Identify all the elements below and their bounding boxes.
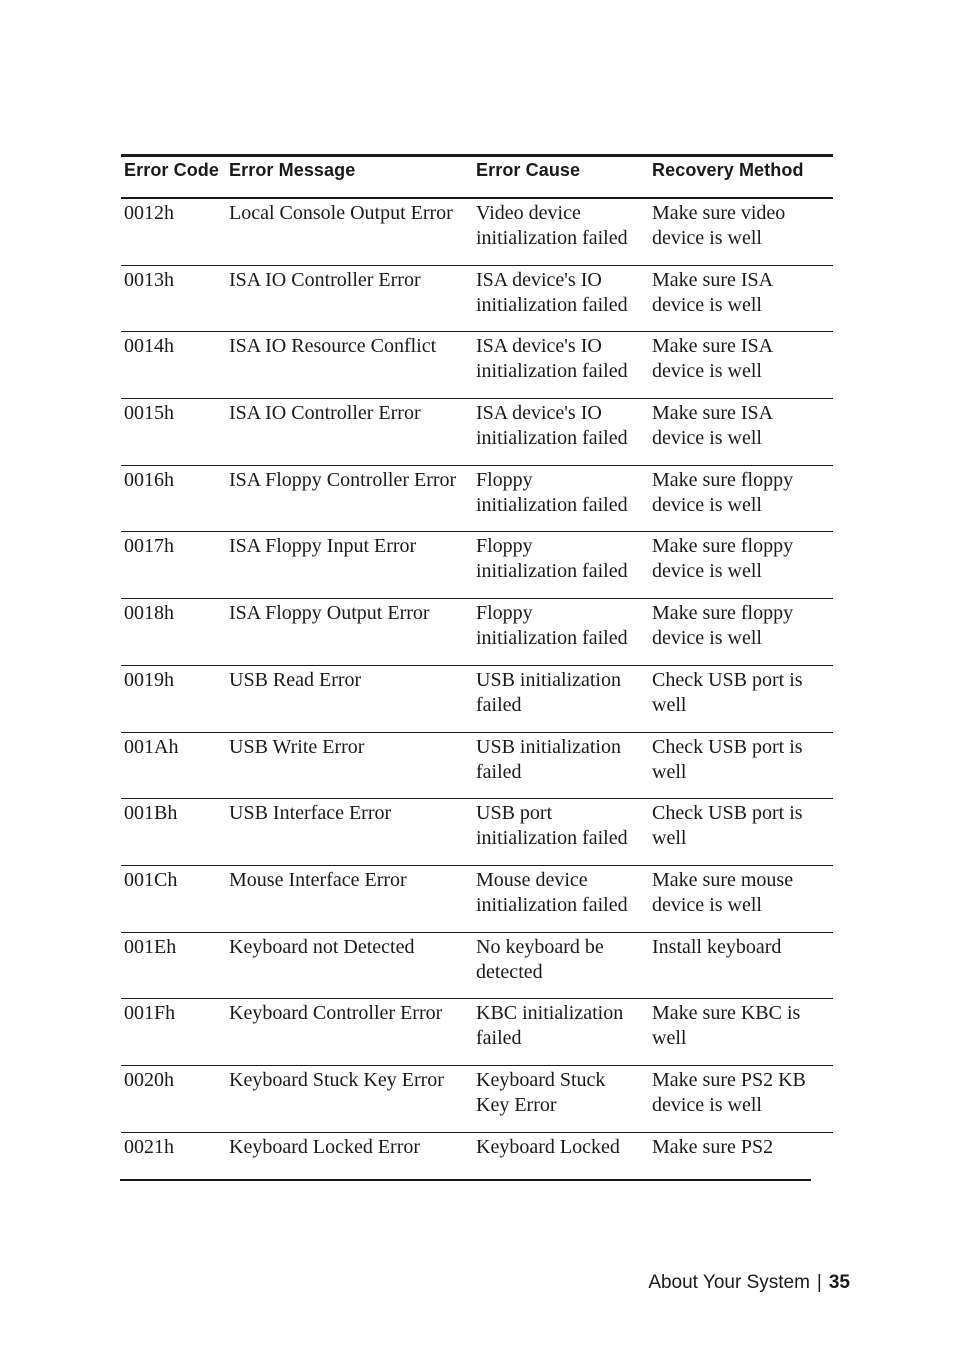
page-footer (648, 1272, 850, 1294)
cell-recovery-method: Make sure PS2 (652, 1135, 774, 1158)
cell-error-code: 001Ch (124, 868, 178, 891)
cell-recovery-method: Make sure ISA device is well (652, 268, 774, 316)
footer-separator: | (816, 1272, 822, 1293)
cell-error-cause: Keyboard Stuck Key Error (476, 1068, 606, 1116)
cell-error-code: 0014h (124, 335, 174, 358)
cell-error-cause: USB initialization failed (476, 735, 621, 783)
cell-recovery-method: Make sure video device is well (652, 202, 786, 249)
cell-error-message: ISA IO Controller Error (229, 402, 421, 425)
footer-section-title: About Your System (648, 1272, 810, 1293)
cell-error-cause: Mouse device initialization failed (476, 868, 628, 916)
cell-error-message: USB Read Error (229, 668, 362, 691)
table-row (121, 933, 833, 1000)
table-row (121, 266, 833, 333)
cell-error-message: Keyboard Stuck Key Error (229, 1068, 444, 1091)
table-row (121, 733, 833, 800)
cell-error-message: Keyboard Locked Error (229, 1135, 421, 1158)
cell-recovery-method: Make sure PS2 KB device is well (652, 1068, 806, 1116)
header-recovery-method: Recovery Method (652, 160, 804, 180)
cell-error-message: ISA IO Controller Error (229, 268, 421, 291)
cell-error-message: USB Write Error (229, 735, 365, 758)
cell-error-cause: USB port initialization failed (476, 802, 628, 850)
cell-error-cause: ISA device's IO initialization failed (476, 268, 628, 316)
cell-error-code: 001Eh (124, 935, 177, 958)
cell-error-code: 001Fh (124, 1002, 176, 1025)
header-error-message: Error Message (229, 160, 356, 180)
cell-error-cause: USB initialization failed (476, 668, 621, 716)
table-row (121, 1133, 833, 1200)
cell-error-cause: Floppy initialization failed (476, 535, 628, 583)
cell-error-code: 0018h (124, 602, 174, 625)
cell-recovery-method: Make sure ISA device is well (652, 335, 774, 383)
cell-recovery-method: Check USB port is well (652, 668, 803, 716)
cell-error-cause: ISA device's IO initialization failed (476, 402, 628, 450)
table-header-row (121, 157, 833, 199)
cell-recovery-method: Make sure ISA device is well (652, 402, 774, 450)
cell-error-message: Keyboard not Detected (229, 935, 415, 958)
table-row (121, 466, 833, 533)
table-row (121, 799, 833, 866)
cell-error-message: USB Interface Error (229, 802, 392, 825)
cell-error-code: 0020h (124, 1068, 174, 1091)
cell-error-message: ISA Floppy Output Error (229, 602, 430, 625)
cell-error-cause: ISA device's IO initialization failed (476, 335, 628, 383)
cell-error-code: 001Bh (124, 802, 178, 825)
cell-error-cause: Video device initialization failed (476, 202, 628, 249)
header-error-code: Error Code (124, 160, 220, 180)
cell-error-message: Local Console Output Error (229, 202, 453, 224)
table-row (121, 866, 833, 933)
cell-error-code: 0017h (124, 535, 174, 558)
table-row (121, 1066, 833, 1133)
cell-error-message: Mouse Interface Error (229, 868, 407, 891)
cell-error-cause: Keyboard Locked (476, 1135, 620, 1158)
cell-error-message: ISA IO Resource Conflict (229, 335, 437, 358)
header-error-cause: Error Cause (476, 160, 581, 180)
cell-error-code: 0013h (124, 268, 174, 291)
cell-error-message: ISA Floppy Controller Error (229, 468, 457, 491)
cell-error-code: 001Ah (124, 735, 179, 758)
table-row (121, 599, 833, 666)
cell-error-cause: Floppy initialization failed (476, 468, 628, 516)
cell-error-cause: KBC initialization failed (476, 1002, 624, 1050)
table-row (121, 199, 833, 266)
cell-error-code: 0015h (124, 402, 174, 425)
cell-recovery-method: Make sure floppy device is well (652, 468, 794, 516)
table-row (121, 332, 833, 399)
cell-error-code: 0019h (124, 668, 174, 691)
table-bottom-rule (120, 1179, 811, 1181)
error-code-table (121, 154, 833, 1199)
cell-recovery-method: Check USB port is well (652, 735, 803, 783)
cell-error-code: 0021h (124, 1135, 174, 1158)
cell-recovery-method: Check USB port is well (652, 802, 803, 850)
table-row (121, 999, 833, 1066)
cell-recovery-method: Install keyboard (652, 935, 782, 958)
cell-error-cause: No keyboard be detected (476, 935, 604, 983)
cell-error-code: 0016h (124, 468, 174, 491)
table-row (121, 666, 833, 733)
cell-recovery-method: Make sure mouse device is well (652, 868, 794, 916)
page-number: 35 (828, 1272, 850, 1293)
cell-error-code: 0012h (124, 202, 174, 224)
cell-error-message: Keyboard Controller Error (229, 1002, 443, 1025)
table-row (121, 399, 833, 466)
cell-recovery-method: Make sure floppy device is well (652, 602, 794, 650)
table-row (121, 532, 833, 599)
cell-error-cause: Floppy initialization failed (476, 602, 628, 650)
cell-recovery-method: Make sure floppy device is well (652, 535, 794, 583)
cell-recovery-method: Make sure KBC is well (652, 1002, 801, 1050)
cell-error-message: ISA Floppy Input Error (229, 535, 417, 558)
